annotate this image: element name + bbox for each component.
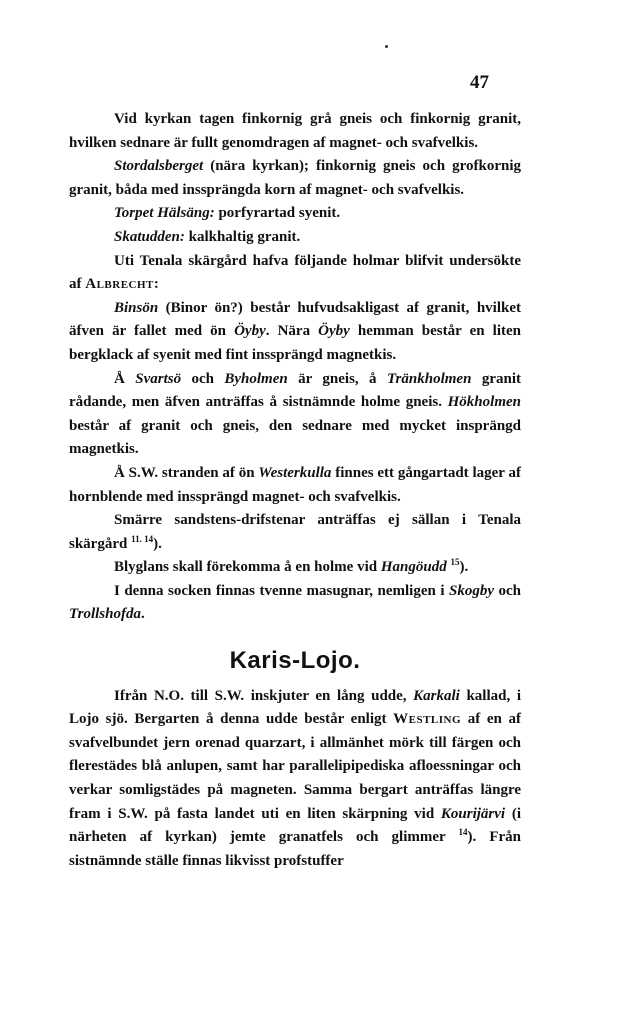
text-run: kallad, i Lojo sjö. Bergarten å denna udde består enligt [69, 687, 521, 728]
text-run: Ifrån N.O. till S.W. inskjuter en lång udde, [114, 687, 414, 704]
place-name: Skogby [449, 582, 495, 599]
paragraph [69, 556, 521, 580]
place-name: Tränkholmen [386, 370, 472, 387]
author-name: Westling [393, 711, 462, 728]
page-number: 47 [470, 72, 489, 93]
text-run: (i närheten af kyrkan) jemte granatfels och glimmer [69, 805, 521, 846]
text-run: I denna socken finnas tvenne masugnar, nemligen i [114, 582, 450, 599]
text-run: kalkhaltig granit. [184, 228, 301, 245]
place-name: Hangöudd [380, 559, 447, 576]
paragraph [69, 226, 521, 250]
paragraph [69, 155, 521, 202]
text-run: Blyglans skall förekomma å en holme vid [114, 559, 381, 576]
text-run: hemman består en liten bergklack af syenit med fint inssprängd magnetkis. [69, 323, 522, 363]
place-name: Stordalsberget [114, 158, 204, 175]
text-run: består af granit och gneis, den sednare med mycket insprängd magnetkis. [69, 417, 521, 458]
place-name: Trollshofda [69, 606, 141, 623]
paragraph [69, 462, 521, 509]
footnote-ref: 14 [458, 827, 468, 838]
author-name: Albrecht [85, 276, 154, 293]
paragraph [69, 108, 521, 155]
text-run: : [153, 276, 159, 293]
print-speck [385, 45, 388, 48]
text-run: och [181, 370, 225, 387]
text-run: ). [153, 535, 162, 552]
place-name: Öyby [318, 323, 350, 340]
text-run: är gneis, å [287, 370, 387, 387]
text-run: . Nära [265, 323, 319, 340]
text-run: porfyrartad syenit. [214, 205, 341, 222]
text-run: finnes ett gångartadt lager af hornblende med inssprängd magnet- och svafvelkis. [69, 464, 521, 505]
place-name: Westerkulla [258, 464, 332, 481]
place-name: Byholmen [224, 370, 288, 387]
paragraph [69, 580, 521, 627]
text-run: och [494, 582, 522, 599]
place-name: Torpet Hälsäng: [114, 205, 215, 222]
text-run: Å S.W. stranden af ön [114, 464, 259, 481]
text-run: Smärre sandstens-drifstenar anträffas ej sällan i Tenala skärgård [69, 512, 521, 552]
text-run: granit rådande, men äfven anträffas å sistnämnde holme gneis. [69, 370, 521, 411]
text-run: (nära kyrkan); finkornig gneis och grofkornig granit, båda med inssprängda korn af magnet- och svafvelkis. [69, 158, 521, 198]
place-name: Skatudden: [114, 228, 185, 245]
paragraph [69, 297, 521, 368]
text-run: af en af svafvelbundet jern orenad quarzart, i allmänhet mörk till färgen och flerestädes blå anlupen, samt har parallelipipediska afloessningar och verkar somligstädes på magneten. Samma bergart anträffas längre fram i S.W. på fasta landet uti en liten skärpning vid [69, 711, 521, 822]
bottom-paragraphs [69, 685, 521, 874]
text-run: (Binor ön?) består hufvudsakligast af granit, hvilket äfven är fallet med ön [69, 299, 521, 340]
section-heading: Karis-Lojo. [229, 647, 361, 675]
place-name: Svartsö [135, 370, 182, 387]
body-text [69, 108, 521, 873]
paragraph [69, 685, 521, 874]
place-name: Öyby [234, 323, 266, 340]
paragraph [69, 368, 521, 462]
paragraph [69, 202, 521, 226]
footnote-ref: 11. 14 [131, 533, 154, 544]
paragraph [69, 509, 521, 556]
top-paragraphs [69, 108, 521, 627]
place-name: Kourijärvi [440, 805, 506, 822]
text-run: Å [114, 370, 136, 387]
text-run: ). Från sistnämnde ställe finnas likvisst profstuffer [69, 829, 521, 869]
text-run: . [140, 606, 145, 623]
place-name: Binsön [114, 299, 159, 316]
text-run: Vid kyrkan tagen finkornig grå gneis och finkornig granit, hvilken sednare är fullt genomdragen af magnet- och svafvelkis. [69, 111, 521, 151]
place-name: Hökholmen [447, 394, 521, 411]
footnote-ref: 15 [450, 557, 460, 568]
paragraph [69, 250, 521, 297]
text-run: Uti Tenala skärgård hafva följande holmar blifvit undersökte af [69, 252, 521, 293]
text-run: ). [459, 559, 469, 576]
place-name: Karkali [413, 687, 460, 704]
